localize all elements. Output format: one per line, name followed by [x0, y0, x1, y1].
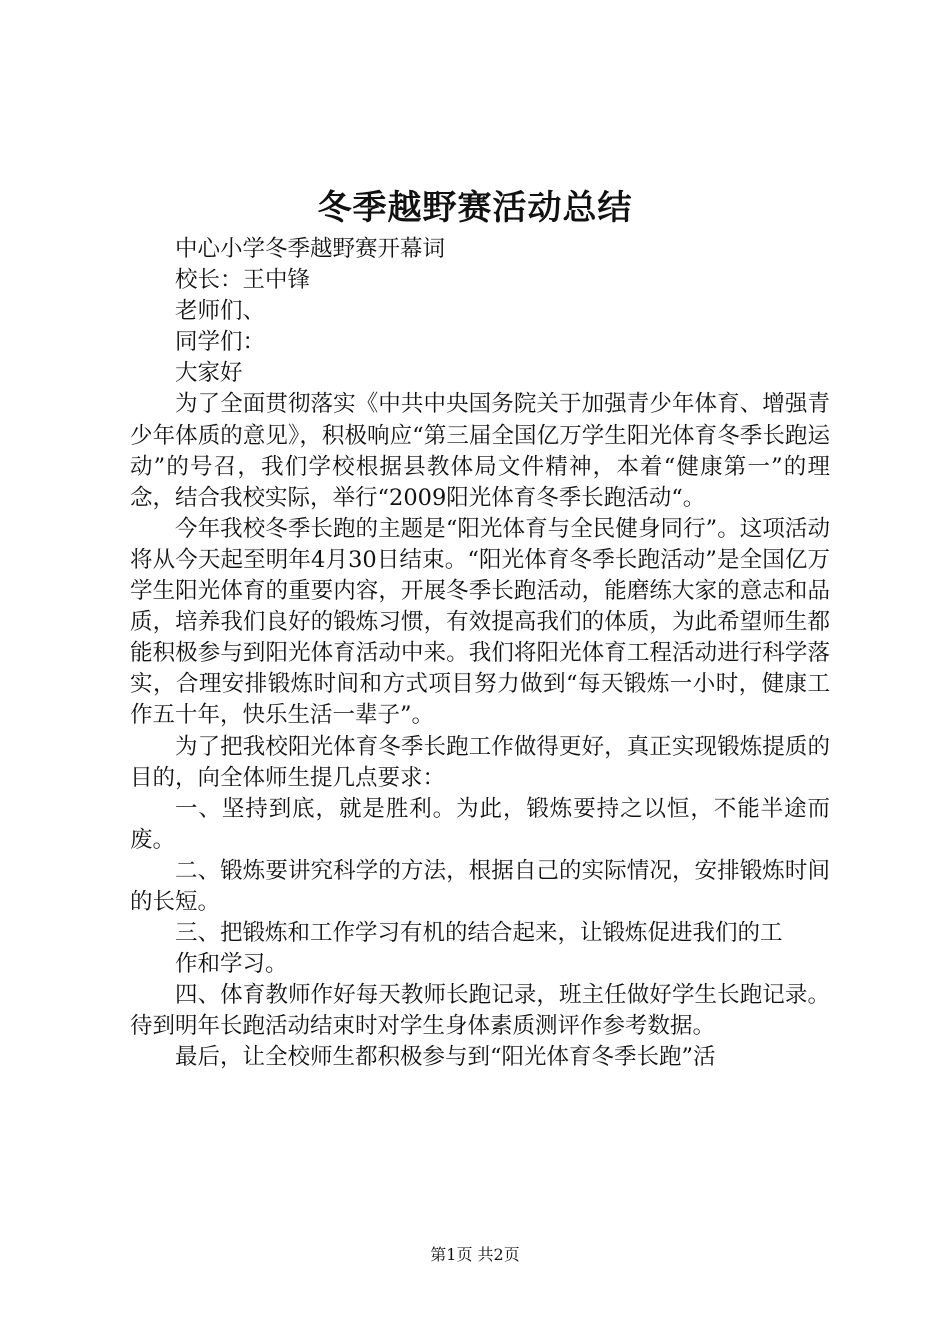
salutation-students: 同学们：: [175, 329, 266, 356]
greeting: 大家好: [175, 360, 243, 387]
speech-heading: 中心小学冬季越野赛开幕词: [175, 236, 446, 262]
salutation-teachers: 老师们、: [175, 298, 266, 325]
requirement-item: 一、坚持到底，就是胜利。为此，锻炼要持之以恒，不能半途而废。: [130, 795, 830, 853]
requirement-item-continued: 作和学习。: [175, 951, 288, 978]
requirement-item: 四、体育教师作好每天教师长跑记录，班主任做好学生长跑记录。待到明年长跑活动结束时对学生身体素质测评作参考数据。: [130, 982, 830, 1040]
body-paragraph: 为了把我校阳光体育冬季长跑工作做得更好，真正实现锻炼提质的目的，向全体师生提几点要求：: [130, 733, 830, 791]
requirement-item: 三、把锻炼和工作学习有机的结合起来，让锻炼促进我们的工: [175, 920, 783, 947]
document-body: [130, 234, 830, 1074]
page-footer: 第1页 共2页: [430, 1245, 520, 1264]
document-title: 冬季越野赛活动总结: [317, 188, 633, 228]
speaker-line: 校长：王中锋: [175, 267, 311, 294]
body-paragraph: 为了全面贯彻落实《中共中央国务院关于加强青少年体育、增强青少年体质的意见》，积极响应“第三届全国亿万学生阳光体育冬季长跑运动”的号召，我们学校根据县教体局文件精神，本着“健康第一”的理念，结合我校实际，举行“2009阳光体育冬季长跑活动“。: [130, 391, 830, 511]
body-paragraph: 今年我校冬季长跑的主题是“阳光体育与全民健身同行”。这项活动将从今天起至明年4月30日结束。“阳光体育冬季长跑活动”是全国亿万学生阳光体育的重要内容，开展冬季长跑活动，能磨练大家的意志和品质，培养我们良好的锻炼习惯，有效提高我们的体质，为此希望师生都能积极参与到阳光体育活动中来。我们将阳光体育工程活动进行科学落实，合理安排锻炼时间和方式项目努力做到“每天锻炼一小时，健康工作五十年，快乐生活一辈子”。: [130, 515, 830, 729]
closing-paragraph: 最后，让全校师生都积极参与到“阳光体育冬季长跑”活: [175, 1044, 716, 1071]
requirement-item: 二、锻炼要讲究科学的方法，根据自己的实际情况，安排锻炼时间的长短。: [130, 857, 830, 915]
